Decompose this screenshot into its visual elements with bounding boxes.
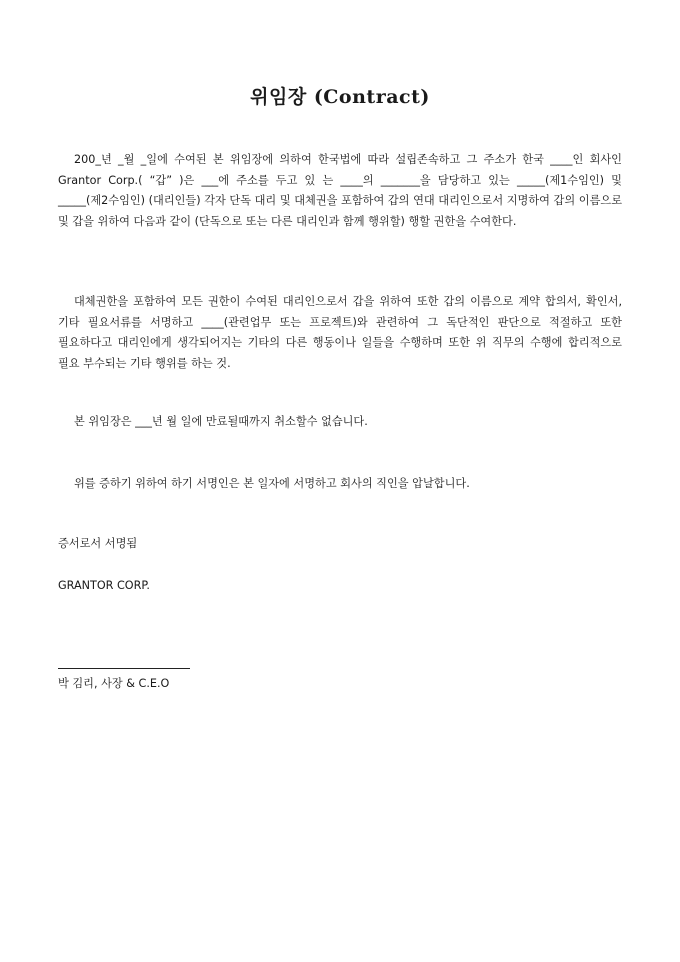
paragraph-irrevocability: 본 위임장은 ___년 월 일에 만료될때까지 취소할수 없습니다. [74, 415, 368, 428]
paragraph-scope-of-authority: 대체권한을 포함하여 모든 권한이 수여된 대리인으로서 갑을 위하여 또한 갑의 이름으로 계약 합의서, 확인서, 기타 필요서류를 서명하고 ____(관련업무 또는 프로젝트)와 관련하여 그 독단적인 판단으로 적절하고 또한 필요하다고 대리인에게 생각되어지는 기타의 다른 행동이나 일들을 수행하며 또한 위 직무의 수행에 합리적으로 필요 부수되는 기타 행위를 하는 것. [58, 295, 622, 370]
signature-line [58, 668, 190, 669]
closing-statement: 증서로서 서명됨 [58, 537, 138, 550]
paragraph-witness-clause: 위를 증하기 위하여 하기 서명인은 본 일자에 서명하고 회사의 직인을 압날합니다. [74, 477, 470, 490]
signer-name: 박 김리, 사장 & C.E.O [58, 677, 170, 690]
document-title: 위임장 (Contract) [250, 86, 430, 108]
company-name: GRANTOR CORP. [58, 579, 150, 592]
paragraph-grant-of-authority: 200_년 _월 _일에 수여된 본 위임장에 의하여 한국법에 따라 설립존속하고 그 주소가 한국 ____인 회사인 Grantor Corp.( “갑” )은 ___에 주소를 두고 있 는 ____의 _______을 담당하고 있는 _____(제1수임인) 및 _____(제2수임인) (대리인들) 각자 단독 대리 및 대체권을 포함하여 갑의 연대 대리인으로서 지명하여 갑의 이름으로 및 갑을 위하여 다음과 같이 (단독으로 또는 다른 대리인과 함께 행위할) 행할 권한을 수여한다. [58, 153, 622, 228]
